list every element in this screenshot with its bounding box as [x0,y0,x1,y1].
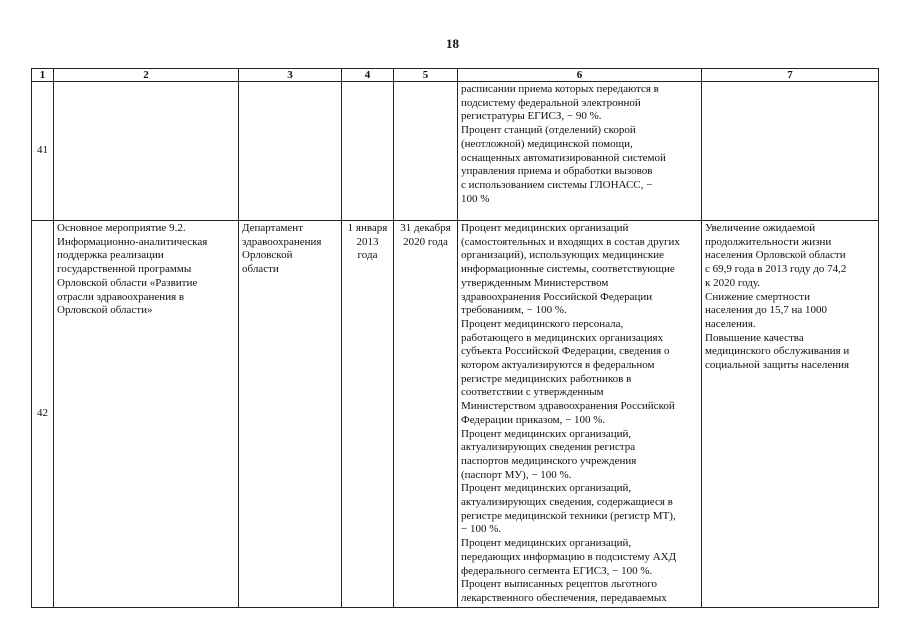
text-line: государственной программы [57,263,192,276]
text-line: 2020 года [403,235,448,248]
text-line: здравоохранения [242,235,322,248]
text-line: области [242,263,279,276]
text-line: Орловской [242,249,293,262]
text-line: Процент выписанных рецептов льготного [461,578,658,591]
header-col-6: 6 [458,69,702,82]
text-line: регистре медицинских работников в [461,372,632,385]
text-line: актуализирующих сведения, содержащиеся в [461,496,673,509]
text-line: − 100 %. [461,523,502,536]
text-line: с использованием системы ГЛОНАСС, − [461,178,653,191]
text-line: Основное мероприятие 9.2. [57,222,186,234]
text-line: передающих информацию в подсистему АХД [461,550,677,563]
text-line: котором актуализируются в федеральном [461,359,655,372]
text-line: с 69,9 года в 2013 году до 74,2 [705,263,847,276]
cell-results [702,82,879,221]
text-line: соответствии с утвержденным [461,386,604,399]
header-col-1: 1 [32,69,54,82]
text-line: 2013 [356,235,379,248]
text-line: социальной защиты населения [705,359,850,372]
text-line: Информационно-аналитическая [57,235,208,248]
header-row [32,69,879,82]
text-line: года [357,249,378,262]
cell-results [702,221,879,608]
cell-indicators [458,82,702,221]
text-line: субъекта Российской Федерации, сведения о [461,345,670,358]
text-line: медицинского обслуживания и [705,345,850,358]
cell-executor [239,221,342,608]
text-line: Орловской области» [57,304,153,317]
header-col-2: 2 [54,69,239,82]
text-line: регистратуры ЕГИСЗ, − 90 %. [461,110,602,123]
text-line: оснащенных автоматизированной системой [461,151,666,164]
cell-executor [239,82,342,221]
text-line: (неотложной) медицинской помощи, [461,137,633,150]
text-line: работающего в медицинских организациях [461,331,664,344]
text-line: 1 января [347,222,388,234]
text-line: Процент медицинских организаций [461,222,629,234]
header-col-4: 4 [342,69,394,82]
text-line: Увеличение ожидаемой [705,222,816,234]
text-line: Процент станций (отделений) скорой [461,124,636,137]
text-line: регистре медицинской техники (регистр МТ), [461,509,676,522]
text-line: Процент медицинских организаций, [461,427,632,440]
text-line: лекарственного обеспечения, передаваемых [461,591,667,604]
text-line: населения до 15,7 на 1000 [705,304,827,317]
table-row [32,82,879,221]
cell-indicators [458,221,702,608]
text-line: Министерством здравоохранения Российской [461,400,675,413]
page-number: 18 [446,36,459,51]
text-line: утвержденным Министерством [461,276,609,289]
text-line: к 2020 году. [705,276,761,289]
text-line: информационные системы, соответствующие [461,263,675,276]
text-line: Процент медицинского персонала, [461,317,624,330]
text-line: расписании приема которых передаются в [461,83,659,95]
cell-start-date [342,221,394,608]
text-line: Процент медицинских организаций, [461,482,632,495]
row-number: 41 [32,82,54,221]
text-line: 100 % [461,192,490,205]
text-line: Департамент [242,222,304,234]
cell-end-date [394,82,458,221]
table-row [32,221,879,608]
text-line: населения Орловской области [705,249,846,262]
text-line: 31 декабря [400,222,451,234]
text-line: паспортов медицинского учреждения [461,454,637,467]
text-line: отрасли здравоохранения в [57,290,185,303]
text-line: Процент медицинских организаций, [461,537,632,550]
text-line: организаций), использующих медицинские [461,249,665,262]
cell-measure [54,82,239,221]
row-number: 42 [32,221,54,608]
cell-measure [54,221,239,608]
header-col-3: 3 [239,69,342,82]
text-line: (самостоятельных и входящих в состав других [461,235,680,248]
program-table [31,68,879,608]
cell-start-date [342,82,394,221]
cell-end-date [394,221,458,608]
text-line: Повышение качества [705,331,804,344]
text-line: (паспорт МУ), − 100 %. [461,468,572,481]
header-col-7: 7 [702,69,879,82]
text-line: населения. [705,317,756,330]
text-line: актуализирующих сведения регистра [461,441,636,454]
text-line: Орловской области «Развитие [57,276,198,289]
text-line: поддержка реализации [57,249,164,262]
text-line: требованиям, − 100 %. [461,304,567,317]
text-line: федерального сегмента ЕГИСЗ, − 100 %. [461,564,653,577]
text-line: продолжительности жизни [705,235,832,248]
text-line: управления приема и обработки вызовов [461,165,653,178]
text-line: здравоохранения Российской Федерации [461,290,653,303]
text-line: Снижение смертности [705,290,810,303]
text-line: Федерации приказом, − 100 %. [461,413,606,426]
header-col-5: 5 [394,69,458,82]
text-line: подсистему федеральной электронной [461,96,641,109]
